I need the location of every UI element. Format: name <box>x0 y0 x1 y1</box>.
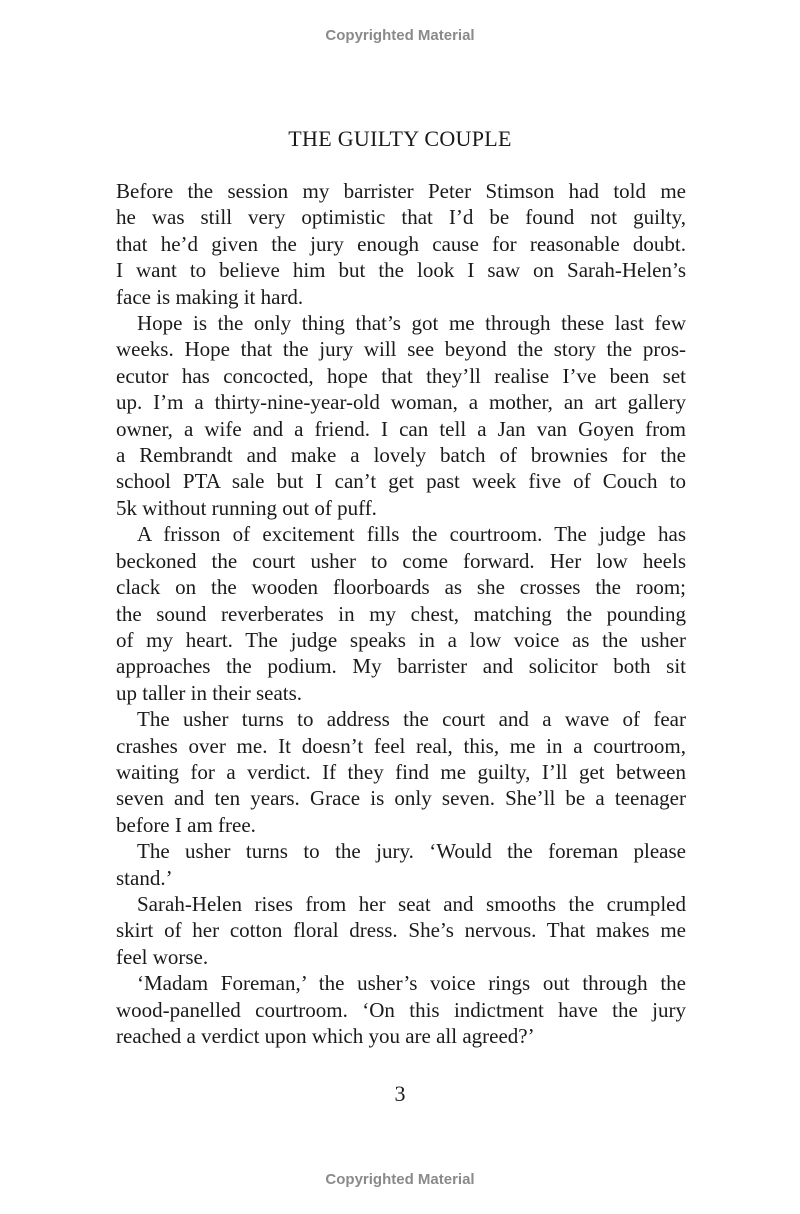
text-line: face is making it hard. <box>116 284 304 309</box>
text-line: Sarah-Helen rises from her seat and smooths the crumpled <box>137 891 686 916</box>
chapter-title: THE GUILTY COUPLE <box>288 126 512 151</box>
text-line: that he’d given the jury enough cause for reasonable doubt. <box>116 231 686 256</box>
paragraph <box>116 891 686 970</box>
text-line: Hope is the only thing that’s got me through these last few <box>137 311 686 336</box>
paragraph <box>116 838 686 891</box>
page-number: 3 <box>394 1081 406 1106</box>
copyright-watermark-bottom: Copyrighted Material <box>325 1171 475 1188</box>
text-line: clack on the wooden floorboards as she crosses the room; <box>116 575 686 600</box>
copyright-watermark-top: Copyrighted Material <box>325 27 475 44</box>
text-line: reached a verdict upon which you are all agreed?’ <box>116 1024 535 1048</box>
text-line: skirt of her cotton floral dress. She’s nervous. That makes me <box>116 918 686 943</box>
text-line: crashes over me. It doesn’t feel real, this, me in a courtroom, <box>116 733 686 758</box>
text-line: up taller in their seats. <box>116 680 303 705</box>
text-line: wood-panelled courtroom. ‘On this indictment have the jury <box>116 997 686 1022</box>
text-line: beckoned the court usher to come forward. Her low heels <box>116 548 686 573</box>
text-line: waiting for a verdict. If they find me guilty, I’ll get between <box>116 759 686 784</box>
text-line: of my heart. The judge speaks in a low voice as the usher <box>116 627 686 652</box>
paragraph <box>116 310 686 521</box>
text-line: 5k without running out of puff. <box>116 495 377 520</box>
text-line: owner, a wife and a friend. I can tell a Jan van Goyen from <box>116 416 686 441</box>
text-line: he was still very optimistic that I’d be found not guilty, <box>116 205 686 230</box>
text-line: ecutor has concocted, hope that they’ll realise I’ve been set <box>116 363 686 388</box>
paragraph <box>116 970 686 1049</box>
text-line: weeks. Hope that the jury will see beyond the story the pros- <box>116 337 686 362</box>
text-line: Before the session my barrister Peter Stimson had told me <box>116 179 686 203</box>
text-line: ‘Madam Foreman,’ the usher’s voice rings out through the <box>137 971 686 996</box>
text-line: approaches the podium. My barrister and solicitor both sit <box>116 654 686 679</box>
text-line: I want to believe him but the look I saw on Sarah-Helen’s <box>116 258 686 283</box>
text-line: the sound reverberates in my chest, matching the pounding <box>116 601 686 626</box>
text-line: before I am free. <box>116 812 256 837</box>
text-line: The usher turns to the jury. ‘Would the foreman please <box>137 839 686 864</box>
body-text <box>116 178 686 1049</box>
text-line: up. I’m a thirty-nine-year-old woman, a mother, an art gallery <box>116 390 686 415</box>
text-line: seven and ten years. Grace is only seven. She’ll be a teenager <box>116 786 686 811</box>
text-line: A frisson of excitement fills the courtroom. The judge has <box>137 522 686 547</box>
text-line: a Rembrandt and make a lovely batch of brownies for the <box>116 443 686 468</box>
text-line: school PTA sale but I can’t get past week five of Couch to <box>116 469 686 494</box>
text-line: feel worse. <box>116 944 209 969</box>
paragraph <box>116 521 686 706</box>
paragraph <box>116 178 686 310</box>
text-line: stand.’ <box>116 865 173 890</box>
text-line: The usher turns to address the court and a wave of fear <box>137 707 686 732</box>
paragraph <box>116 706 686 838</box>
